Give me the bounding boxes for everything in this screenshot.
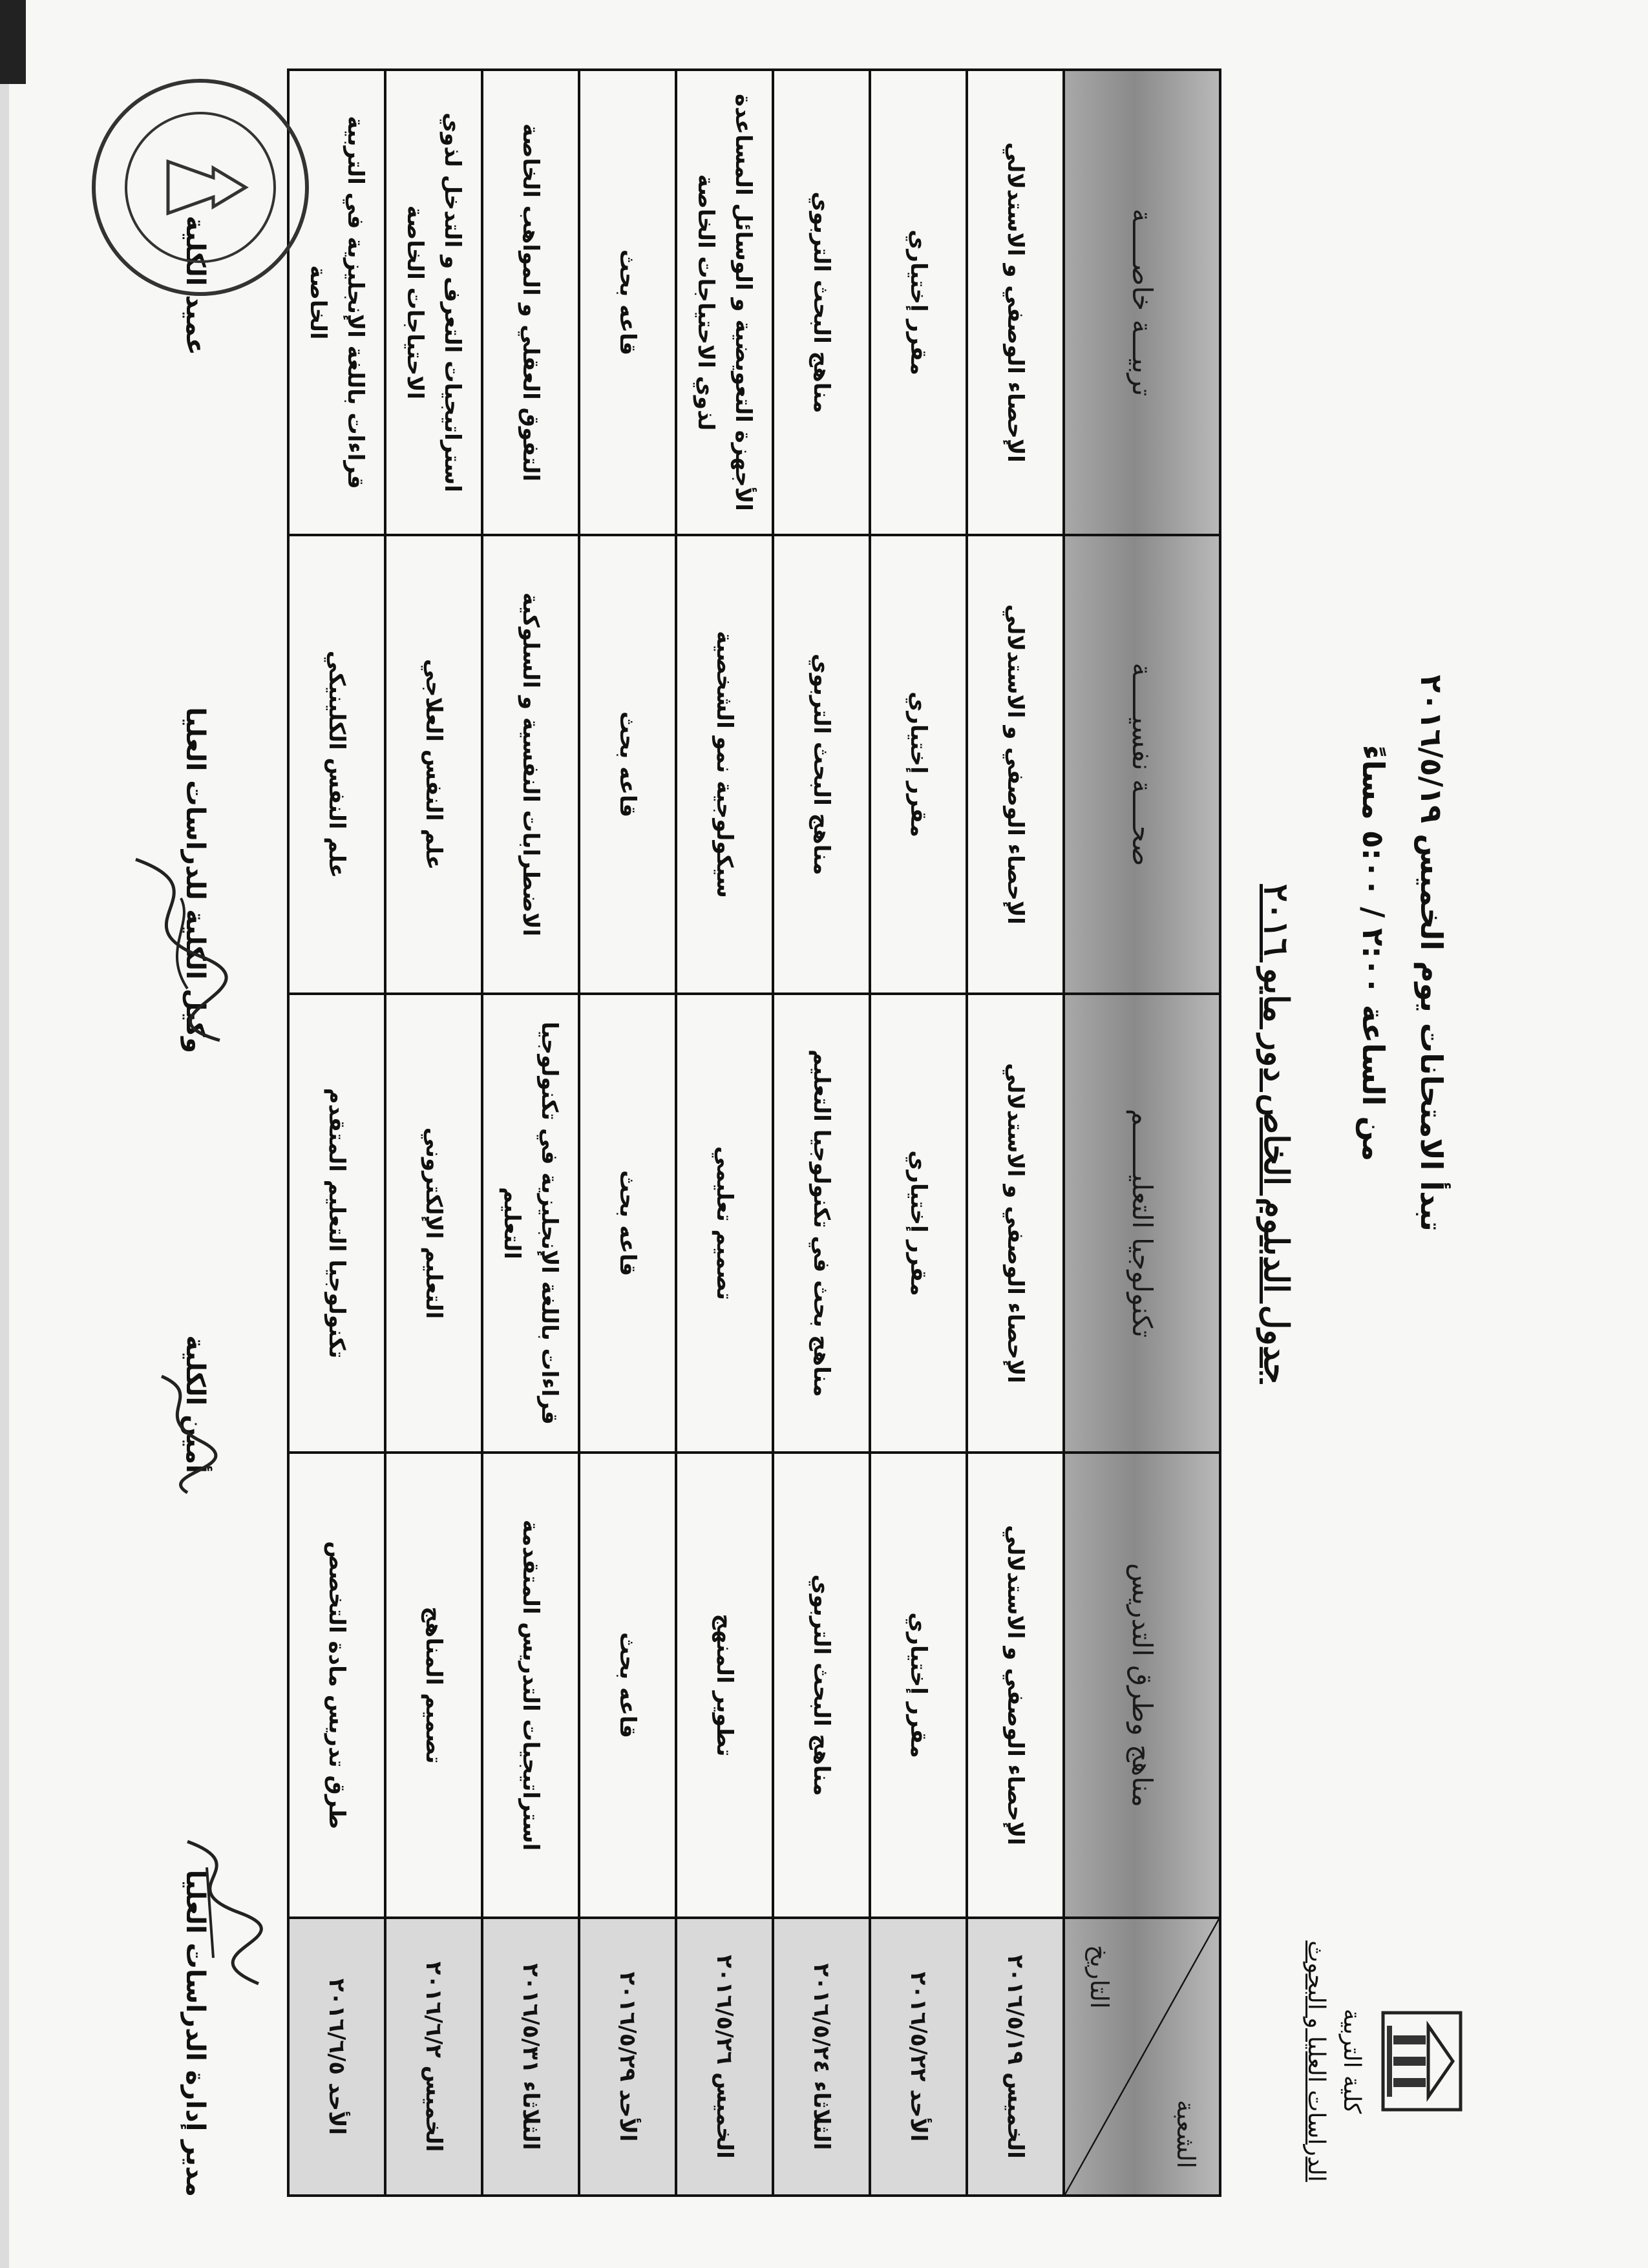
exam-cell: سيكولوجية نمو الشخصية: [676, 535, 773, 994]
column-header: تكنولوجيا التعليــــــم: [1064, 994, 1220, 1453]
table-row: [385, 70, 482, 2196]
signature-dean: عميد الكلية: [180, 215, 210, 355]
date-cell: [676, 1918, 773, 2196]
handwritten-signature: [110, 846, 239, 1053]
date-label: ٢٠١٦/٥/٢٩: [615, 1971, 640, 2082]
exam-cell: مقرر إختياري: [870, 535, 967, 994]
table-row: [870, 70, 967, 2196]
signature-faculty-secretary: أمين الكلية: [180, 1335, 210, 1473]
date-label: ٢٠١٦/٥/٣١: [518, 1963, 544, 2074]
handwritten-signature: [136, 1370, 226, 1499]
column-header: صحــــة نفسيـــــة: [1064, 535, 1220, 994]
exam-cell: تصميم المناهج: [385, 1453, 482, 1918]
date-cell: [579, 1918, 676, 2196]
column-header: تربيـــة خاصـــــة: [1064, 70, 1220, 535]
day-label: الخميس: [421, 2065, 447, 2152]
day-label: الثلاثاء: [518, 2081, 544, 2150]
table-row: [288, 70, 385, 2196]
exam-cell: الأجهزة التعويضية و الوسائل المساعدة لذوي الاحتياجات الخاصة: [676, 70, 773, 535]
day-label: الأحد: [615, 2089, 640, 2142]
exam-cell: مناهج البحث التربوي: [773, 1453, 870, 1918]
faculty-name: كلية التربية: [1338, 2008, 1365, 2114]
table-row: [676, 70, 773, 2196]
exam-cell: مقرر إختياري: [870, 70, 967, 535]
table-row: [482, 70, 579, 2196]
exam-time-note: من الساعة ٢:٠٠ / ٥:٠٠ مساءً: [1356, 744, 1391, 1162]
exam-start-note: تبدأ الامتحانات يوم الخميس ٢٠١٦/٥/١٩: [1414, 675, 1449, 1232]
exam-cell: قراءات باللغة الإنجليزية في التربية الخاصة: [288, 70, 385, 535]
exam-cell: استراتيجيات التدريس المتقدمة: [482, 1453, 579, 1918]
date-cell: [385, 1918, 482, 2196]
date-label: ٢٠١٦/٥/٢٢: [905, 1971, 931, 2082]
date-cell: [967, 1918, 1064, 2196]
exam-cell: مقرر إختياري: [870, 994, 967, 1453]
day-label: الخميس: [1002, 2072, 1028, 2159]
date-label: ٢٠١٦/٥/١٩: [1002, 1955, 1028, 2065]
table-row: [579, 70, 676, 2196]
signature-postgrad-manager: مدير إدارة الدراسات العليا: [180, 1869, 210, 2197]
handwritten-signature: [155, 1829, 284, 1997]
day-label: الثلاثاء: [808, 2081, 834, 2150]
table-row: [967, 70, 1064, 2196]
signature-vice-dean: وكيل الكلية للدراسات العليا: [180, 707, 210, 1053]
exam-cell: تطوير المنهج: [676, 1453, 773, 1918]
corner-date-label: التاريخ: [1085, 1945, 1114, 2009]
exam-cell: الإحصاء الوصفي و الاستدلالي: [967, 994, 1064, 1453]
faculty-header: [1303, 1926, 1467, 2197]
date-label: ٢٠١٦/٦/٥: [324, 1978, 350, 2075]
exam-cell: الإحصاء الوصفي و الاستدلالي: [967, 1453, 1064, 1918]
exam-cell: مقرر إختياري: [870, 1453, 967, 1918]
exam-cell: الاضطرابات النفسية و السلوكية: [482, 535, 579, 994]
department-name: الدراسات العليا و البحوث: [1303, 1940, 1329, 2182]
table-row: [773, 70, 870, 2196]
exam-cell: تكنولوجيا التعليم المتقدم: [288, 994, 385, 1453]
exam-cell: علم النفس العلاجي: [385, 535, 482, 994]
header-corner-cell: [1064, 1918, 1220, 2196]
exam-cell: مناهج بحث في تكنولوجيا التعليم: [773, 994, 870, 1453]
date-cell: [482, 1918, 579, 2196]
column-header: مناهج وطرق التدريس: [1064, 1453, 1220, 1918]
exam-schedule-table: [287, 68, 1221, 2197]
date-label: ٢٠١٦/٥/٢٦: [712, 1955, 737, 2065]
exam-cell: مناهج البحث التربوي: [773, 535, 870, 994]
university-logo: [1377, 2006, 1467, 2116]
exam-cell: قاعه بحث: [579, 535, 676, 994]
day-label: الأحد: [324, 2083, 350, 2136]
official-stamp: [84, 71, 317, 304]
exam-cell: استراتيجيات التعرف و التدخل لذوي الاحتياجات الخاصة: [385, 70, 482, 535]
document-title: جدول الدبلوم الخاص دور مايو ٢٠١٦: [1256, 884, 1296, 1384]
exam-cell: طرق تدريس مادة التخصص: [288, 1453, 385, 1918]
exam-cell: قراءات باللغة الإنجليزية في تكنولوجيا التعليم: [482, 994, 579, 1453]
exam-cell: علم النفس الكلينيكي: [288, 535, 385, 994]
exam-cell: قاعه بحث: [579, 1453, 676, 1918]
exam-cell: الإحصاء الوصفي و الاستدلالي: [967, 70, 1064, 535]
exam-cell: قاعه بحث: [579, 70, 676, 535]
exam-cell: قاعه بحث: [579, 994, 676, 1453]
date-cell: [870, 1918, 967, 2196]
exam-cell: تصميم تعليمي: [676, 994, 773, 1453]
day-label: الخميس: [712, 2072, 737, 2159]
exam-cell: التعليم الإلكتروني: [385, 994, 482, 1453]
exam-cell: التفوق العقلي و المواهب الخاصة: [482, 70, 579, 535]
corner-division-label: الشعبة: [1172, 2099, 1200, 2168]
table-header-row: [1064, 70, 1220, 2196]
date-cell: [773, 1918, 870, 2196]
exam-cell: الإحصاء الوصفي و الاستدلالي: [967, 535, 1064, 994]
date-cell: [288, 1918, 385, 2196]
date-label: ٢٠١٦/٦/٢: [421, 1961, 447, 2058]
day-label: الأحد: [905, 2089, 931, 2142]
exam-cell: مناهج البحث التربوي: [773, 70, 870, 535]
date-label: ٢٠١٦/٥/٢٤: [808, 1963, 834, 2074]
